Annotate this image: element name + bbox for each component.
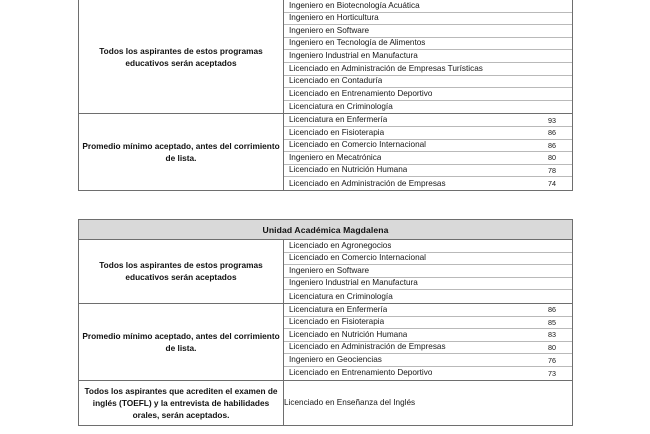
list-item [284, 114, 572, 127]
list-item [284, 88, 572, 101]
program-name: Licenciado en Administración de Empresas Turísticas [289, 64, 483, 73]
program-score: 78 [548, 165, 556, 175]
list-item [284, 278, 572, 291]
programs-cell [284, 0, 573, 114]
list-item [284, 25, 572, 38]
program-score: 80 [548, 342, 557, 352]
program-name: Ingeniero en Tecnología de Alimentos [289, 39, 426, 48]
program-name: Licenciado en Comercio Internacional [289, 141, 426, 150]
program-name: Licenciado en Contaduría [289, 77, 383, 86]
list-item [284, 240, 572, 253]
list-item [284, 127, 572, 140]
program-name: Licenciado en Enseñanza del Inglés [284, 380, 573, 425]
table-row [79, 380, 573, 425]
programs-cell [284, 114, 573, 191]
list-item [284, 76, 572, 89]
list-item [284, 329, 572, 342]
program-list [284, 304, 572, 380]
program-name: Ingeniero en Biotecnología Acuática [289, 1, 420, 10]
program-name: Licenciatura en Criminología [289, 102, 393, 111]
program-name: Licenciado en Nutrición Humana [289, 166, 408, 175]
list-item [284, 177, 572, 190]
program-name: Ingeniero en Horticultura [289, 14, 379, 23]
table-row [79, 0, 573, 114]
list-item [284, 13, 572, 26]
list-item [284, 63, 572, 76]
list-item [284, 342, 572, 355]
program-name: Ingeniero Industrial en Manufactura [289, 279, 418, 288]
criteria-cell: Todos los aspirantes de estos programas educativos serán aceptados [79, 0, 284, 114]
list-item [284, 165, 572, 178]
program-name: Ingeniero en Software [289, 266, 370, 275]
list-item [284, 367, 572, 380]
list-item [284, 140, 572, 153]
list-item [284, 0, 572, 13]
admission-table-2 [78, 219, 573, 426]
program-name: Licenciatura en Enfermería [289, 305, 388, 314]
list-item [284, 101, 572, 114]
program-name: Licenciatura en Criminología [289, 292, 393, 301]
programs-cell [284, 303, 573, 380]
table-row [79, 303, 573, 380]
criteria-cell: Promedio mínimo aceptado, antes del corrimiento de lista. [79, 114, 284, 191]
program-name: Licenciado en Comercio Internacional [289, 254, 426, 263]
program-list [284, 0, 572, 113]
list-item [284, 152, 572, 165]
list-item [284, 265, 572, 278]
admission-table-1 [78, 0, 573, 191]
program-name: Ingeniero en Geociencias [289, 356, 382, 365]
program-list [284, 240, 572, 303]
program-score: 86 [548, 128, 556, 138]
criteria-cell: Todos los aspirantes que acrediten el examen de inglés (TOEFL) y la entrevista de habilidades orales, serán aceptados. [79, 380, 284, 425]
program-name: Ingeniero en Mecatrónica [289, 153, 382, 162]
list-item [284, 290, 572, 303]
program-score: 93 [548, 115, 556, 125]
program-list [284, 114, 572, 190]
program-name: Ingeniero en Software [289, 26, 370, 35]
program-score: 80 [548, 153, 556, 163]
program-name: Licenciado en Entrenamiento Deportivo [289, 369, 433, 378]
list-item [284, 50, 572, 63]
programs-cell [284, 240, 573, 304]
program-name: Licenciado en Agronegocios [289, 241, 392, 250]
program-score: 76 [548, 355, 557, 365]
program-name: Licenciatura en Enfermería [289, 116, 388, 125]
list-item [284, 354, 572, 367]
program-name: Licenciado en Entrenamiento Deportivo [289, 89, 433, 98]
program-name: Licenciado en Fisioterapia [289, 128, 385, 137]
list-item [284, 317, 572, 330]
criteria-cell: Promedio mínimo aceptado, antes del corrimiento de lista. [79, 303, 284, 380]
program-name: Licenciado en Administración de Empresas [289, 343, 446, 352]
table-row [79, 114, 573, 191]
program-score: 73 [548, 368, 557, 378]
program-name: Licenciado en Nutrición Humana [289, 330, 408, 339]
program-score: 86 [548, 305, 557, 315]
unit-header-row [79, 220, 573, 240]
program-score: 74 [548, 179, 556, 188]
unit-title: Unidad Académica Magdalena [79, 220, 573, 240]
program-score: 86 [548, 140, 556, 150]
table-row [79, 240, 573, 304]
program-name: Licenciado en Fisioterapia [289, 318, 385, 327]
list-item [284, 253, 572, 266]
list-item [284, 38, 572, 51]
program-name: Ingeniero Industrial en Manufactura [289, 52, 418, 61]
list-item [284, 304, 572, 317]
program-name: Licenciado en Administración de Empresas [289, 179, 446, 188]
program-score: 83 [548, 330, 557, 340]
criteria-cell: Todos los aspirantes de estos programas educativos serán aceptados [79, 240, 284, 304]
program-score: 85 [548, 317, 557, 327]
